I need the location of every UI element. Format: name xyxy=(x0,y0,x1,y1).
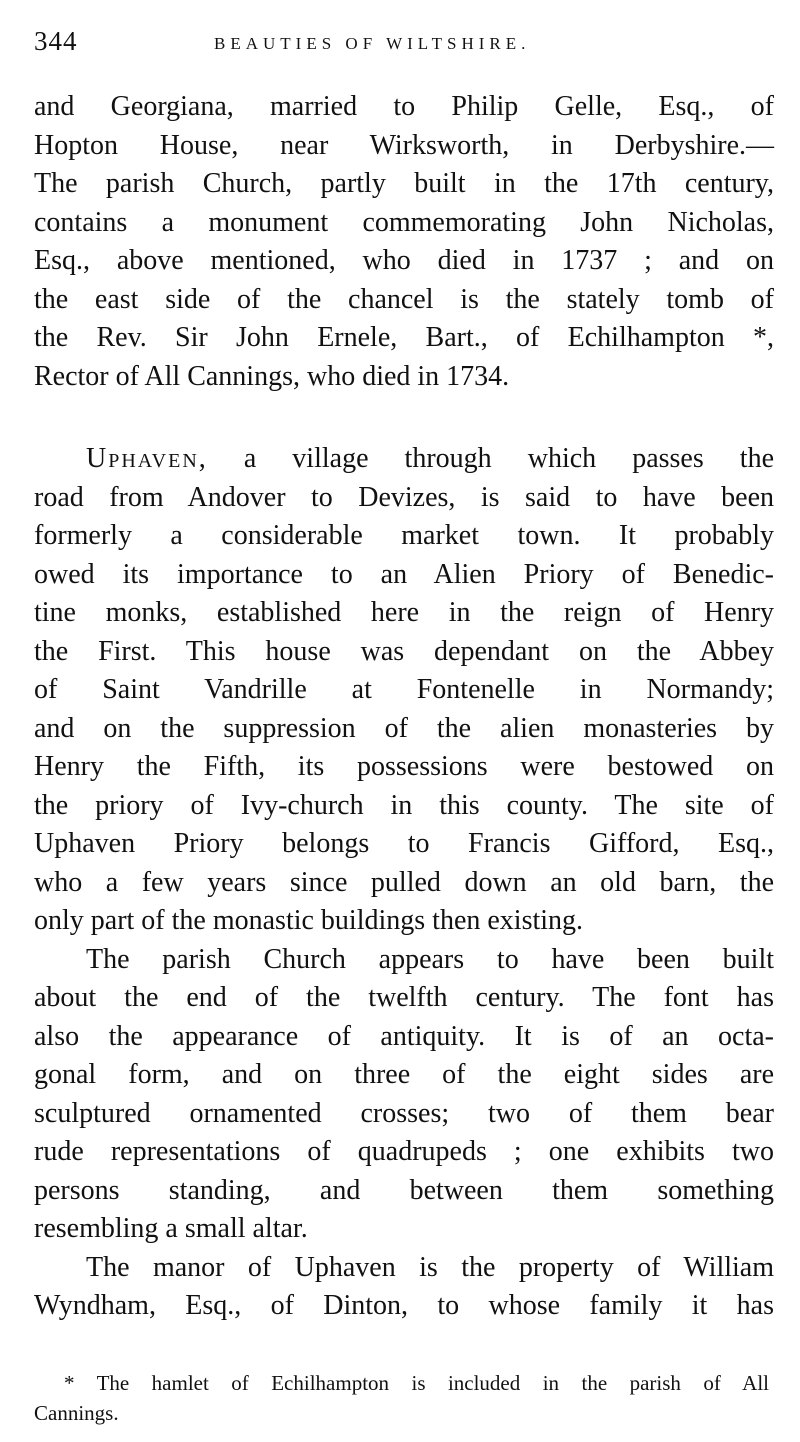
place-name-uphaven: Uphaven, xyxy=(86,443,208,474)
text-line: also the appearance of antiquity. It is of an octa- xyxy=(34,1020,774,1052)
text-line: The manor of Uphaven is the property of William xyxy=(86,1251,774,1283)
text-line: tine monks, established here in the reign of Henry xyxy=(34,597,774,628)
text-line: Hopton House, near Wirksworth, in Derbyshire.— xyxy=(34,129,774,161)
paragraph-4 xyxy=(34,1249,774,1326)
text-line: the priory of Ivy-church in this county. The site of xyxy=(34,789,774,821)
text-line: of Saint Vandrille at Fontenelle in Normandy; xyxy=(34,674,774,705)
paragraph-gap xyxy=(34,396,774,440)
text-line: about the end of the twelfth century. The font has xyxy=(34,982,774,1013)
text-line: formerly a considerable market town. It probably xyxy=(34,520,774,551)
text-line: and Georgiana, married to Philip Gelle, Esq., of xyxy=(34,91,774,122)
text-line: contains a monument commemorating John Nicholas, xyxy=(34,206,774,238)
page-number: 344 xyxy=(34,26,78,56)
text-line: road from Andover to Devizes, is said to have been xyxy=(34,481,774,513)
text-line: and on the suppression of the alien monasteries by xyxy=(34,712,774,744)
body-text xyxy=(34,88,774,1326)
text-line: The parish Church, partly built in the 17th century, xyxy=(34,168,774,199)
text-line: persons standing, and between them something xyxy=(34,1174,774,1206)
footnote-line: Cannings. xyxy=(34,1401,119,1425)
running-title: BEAUTIES OF WILTSHIRE. xyxy=(214,34,531,53)
paragraph-2 xyxy=(34,440,774,941)
text-line: only part of the monastic buildings then existing. xyxy=(34,905,584,936)
text-line: the First. This house was dependant on the Abbey xyxy=(34,635,774,667)
paragraph-3 xyxy=(34,941,774,1249)
text-line: the east side of the chancel is the stately tomb of xyxy=(34,283,774,315)
text-line: the Rev. Sir John Ernele, Bart., of Echilhampton *, xyxy=(34,322,774,353)
paragraph-1 xyxy=(34,88,774,396)
running-head xyxy=(34,26,774,62)
text-line: sculptured ornamented crosses; two of them bear xyxy=(34,1097,774,1129)
text-line xyxy=(34,440,774,479)
text-line: rude representations of quadrupeds ; one exhibits two xyxy=(34,1136,774,1167)
footnote-line: * The hamlet of Echilhampton is included in the parish of All xyxy=(64,1371,769,1395)
text-line: gonal form, and on three of the eight sides are xyxy=(34,1059,774,1090)
text-line: Rector of All Cannings, who died in 1734. xyxy=(34,360,510,392)
text-line: who a few years since pulled down an old barn, the xyxy=(34,866,774,898)
text-line: resembling a small altar. xyxy=(34,1213,308,1244)
text-line: Henry the Fifth, its possessions were bestowed on xyxy=(34,751,774,782)
text-fragment: a village through which passes the xyxy=(243,443,775,474)
text-line: Esq., above mentioned, who died in 1737 ; and on xyxy=(34,245,774,276)
text-line: Uphaven Priory belongs to Francis Gifford, Esq., xyxy=(34,828,774,859)
footnote xyxy=(34,1368,769,1428)
text-line: owed its importance to an Alien Priory of Benedic- xyxy=(34,558,774,590)
text-line: Wyndham, Esq., of Dinton, to whose family it has xyxy=(34,1290,774,1321)
text-line: The parish Church appears to have been built xyxy=(86,943,774,975)
